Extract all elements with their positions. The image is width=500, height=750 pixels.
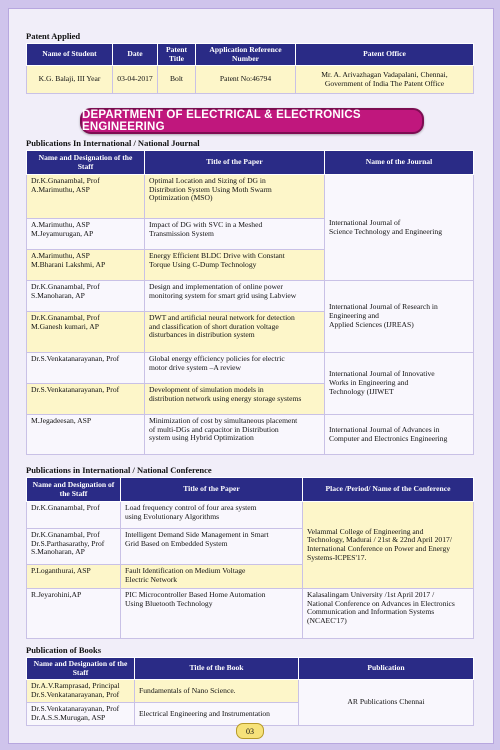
conference-staff (27, 589, 121, 639)
patent-header-office: Patent Office (296, 44, 474, 66)
staff-name: Dr.S.Venkatanarayanan, Prof (31, 385, 120, 394)
conference-staff (27, 565, 121, 589)
paper-line: Electric Network (125, 574, 178, 584)
paper-line: Fault Identification on Medium Voltage (125, 566, 246, 575)
patent-title: Bolt (158, 66, 196, 94)
paper-line: and classification of short duration voltage (149, 321, 279, 331)
paper-line: DWT and artificial neural network for detection (149, 313, 295, 322)
page-number: 03 (236, 723, 264, 739)
journal-name (325, 175, 474, 281)
staff-name: M.Ganesh kumari, AP (31, 321, 99, 331)
paper-line: system using Hybrid Optimization (149, 433, 254, 443)
books-heading: Publication of Books (26, 645, 102, 655)
staff-name: A.Marimuthu, ASP (31, 251, 90, 260)
patent-office-line: Mr. A. Arivazhagan Vadapalani, Chennai, (321, 69, 448, 79)
journal-staff (27, 219, 145, 250)
paper-line: monitoring system for smart grid using Labview (149, 290, 297, 300)
staff-name: Dr.A.S.S.Murugan, ASP (31, 712, 106, 722)
table-row (27, 66, 474, 94)
book-title: Fundamentals of Nano Science. (135, 680, 299, 703)
journal-heading: Publications In International / National Journal (26, 138, 200, 148)
paper-line: Energy Efficient BLDC Drive with Constant (149, 251, 285, 260)
journal-staff (27, 175, 145, 219)
books-header-staff: Name and Designation of the Staff (27, 658, 135, 680)
paper-line: Global energy efficiency policies for electric (149, 354, 285, 363)
place-line: (NCAEC'17) (307, 616, 347, 626)
conference-paper (121, 529, 303, 565)
journal-name (325, 353, 474, 415)
staff-name: M.Jeyamurugan, AP (31, 228, 94, 238)
staff-name: Dr.K.Gnanambal, Prof (31, 176, 100, 185)
paper-line: Grid Based on Embedded System (125, 538, 228, 548)
place-line: International Conference on Power and Energy (307, 544, 451, 553)
patent-date: 03-04-2017 (113, 66, 158, 94)
staff-name: R.Jeyarohini,AP (31, 590, 82, 599)
conference-header-staff: Name and Designation of the Staff (27, 478, 121, 502)
journal-staff (27, 353, 145, 384)
paper-line: Optimal Location and Sizing of DG in (149, 176, 266, 185)
journal-staff (27, 250, 145, 281)
paper-line: Transmission System (149, 228, 214, 238)
patent-header-reference: Application Reference Number (196, 44, 296, 66)
conference-staff (27, 502, 121, 529)
place-line: Communication and Information Systems (307, 607, 435, 617)
place-line: Technology, Madurai / 21st & 22nd April 2017/ (307, 535, 452, 545)
staff-name: Dr.K.Gnanambal, Prof (31, 282, 100, 291)
book-staff (27, 680, 135, 703)
staff-name: Dr.K.Gnanambal, Prof (31, 503, 100, 512)
journal-name-line: International Journal of Innovative (329, 369, 435, 379)
place-line: National Conference on Advances in Electronics (307, 598, 455, 608)
place-line: Velammal College of Engineering and (307, 526, 424, 536)
staff-name: Dr.K.Gnanambal, Prof (31, 530, 100, 539)
journal-paper (145, 384, 325, 415)
table-row (27, 281, 474, 312)
journal-name-line: Technology (IJIWET (329, 386, 394, 396)
journal-paper (145, 175, 325, 219)
book-title: Electrical Engineering and Instrumentation (135, 703, 299, 726)
book-publisher: AR Publications Chennai (299, 680, 474, 726)
journal-name-line: Applied Sciences (IJREAS) (329, 319, 414, 329)
patent-heading: Patent Applied (26, 31, 81, 41)
paper-line: Torque Using C-Dump Technology (149, 259, 257, 269)
journal-name-line: Science Technology and Engineering (329, 226, 442, 236)
journal-name (325, 415, 474, 455)
journal-paper (145, 219, 325, 250)
conference-heading: Publications in International / National Conference (26, 465, 212, 475)
staff-name: Dr.A.V.Ramprasad, Principal (31, 681, 120, 690)
paper-line: motor drive system –A review (149, 362, 241, 372)
conference-header-paper: Title of the Paper (121, 478, 303, 502)
journal-name (325, 281, 474, 353)
patent-header-title: Patent Title (158, 44, 196, 66)
journal-header-paper: Title of the Paper (145, 151, 325, 175)
staff-name: P.Loganthurai, ASP (31, 566, 91, 575)
paper-line: Minimization of cost by simultaneous placement (149, 416, 298, 425)
staff-name: A.Marimuthu, ASP (31, 184, 90, 194)
staff-name: S.Manoharan, AP (31, 290, 85, 300)
paper-line: Optimization (MSO) (149, 193, 213, 203)
conference-paper (121, 589, 303, 639)
table-row (27, 680, 474, 703)
patent-office (296, 66, 474, 94)
journal-staff (27, 312, 145, 353)
table-row (27, 353, 474, 384)
patent-reference: Patent No:46794 (196, 66, 296, 94)
patent-header-student: Name of Student (27, 44, 113, 66)
journal-name-line: International Journal of Research in (329, 302, 438, 312)
journal-staff (27, 415, 145, 455)
conference-place (303, 589, 474, 639)
paper-line: distribution network using energy storage systems (149, 393, 302, 403)
staff-name: Dr.S.Venkatanarayanan, Prof (31, 704, 120, 713)
staff-name: Dr.S.Parthasarathy, Prof (31, 538, 105, 548)
staff-name: M.Jegadeesan, ASP (31, 416, 92, 425)
conference-staff (27, 529, 121, 565)
conference-header-place: Place /Period/ Name of the Conference (303, 478, 474, 502)
conference-place (303, 502, 474, 589)
paper-line: Intelligent Demand Side Management in Smart (125, 530, 269, 539)
journal-staff (27, 384, 145, 415)
journal-name-line: Works in Engineering and (329, 378, 409, 388)
patent-student: K.G. Balaji, III Year (27, 66, 113, 94)
journal-header-staff: Name and Designation of the Staff (27, 151, 145, 175)
place-line: Systems-ICPES'17. (307, 552, 367, 562)
staff-name: Dr.K.Gnanambal, Prof (31, 313, 100, 322)
journal-name-line: International Journal of (329, 217, 401, 227)
staff-name: A.Marimuthu, ASP (31, 220, 90, 229)
books-header-publication: Publication (299, 658, 474, 680)
paper-line: Development of simulation models in (149, 385, 264, 394)
journal-name-line: Computer and Electronics Engineering (329, 433, 448, 443)
staff-name: Dr.S.Venkatanarayanan, Prof (31, 354, 120, 363)
journal-paper (145, 353, 325, 384)
paper-line: Design and implementation of online power (149, 282, 283, 291)
paper-line: Distribution System Using Moth Swarm (149, 184, 272, 194)
journal-name-line: International Journal of Advances in (329, 424, 440, 434)
paper-line: PIC Microcontroller Based Home Automation (125, 590, 266, 599)
journal-table (26, 150, 474, 455)
conference-paper (121, 502, 303, 529)
journal-paper (145, 281, 325, 312)
paper-line: of multi-DGs and capacitor in Distribution (149, 424, 279, 434)
staff-name: S.Manoharan, AP (31, 547, 85, 557)
journal-staff (27, 281, 145, 312)
books-header-title: Title of the Book (135, 658, 299, 680)
book-staff (27, 703, 135, 726)
staff-name: M.Bharani Lakshmi, AP (31, 259, 106, 269)
place-line: Kalasalingam University /1st April 2017 / (307, 590, 435, 599)
conference-paper (121, 565, 303, 589)
conference-table (26, 477, 474, 639)
paper-line: disturbances in distribution system (149, 330, 255, 340)
journal-header-journal: Name of the Journal (325, 151, 474, 175)
patent-table (26, 43, 474, 94)
paper-line: Impact of DG with SVC in a Meshed (149, 220, 263, 229)
books-table (26, 657, 474, 726)
table-row (27, 175, 474, 219)
paper-line: using Evolutionary Algorithms (125, 511, 220, 521)
table-row (27, 415, 474, 455)
journal-paper (145, 415, 325, 455)
table-row (27, 589, 474, 639)
journal-paper (145, 312, 325, 353)
department-banner: DEPARTMENT OF ELECTRICAL & ELECTRONICS ENGINEERING (80, 108, 424, 134)
patent-header-date: Date (113, 44, 158, 66)
patent-office-line: Government of India The Patent Office (324, 78, 445, 88)
paper-line: Using Bluetooth Technology (125, 598, 213, 608)
table-row (27, 502, 474, 529)
staff-name: Dr.S.Venkatanarayanan, Prof (31, 689, 120, 699)
journal-paper (145, 250, 325, 281)
journal-name-line: Engineering and (329, 311, 379, 321)
paper-line: Load frequency control of four area system (125, 503, 257, 512)
